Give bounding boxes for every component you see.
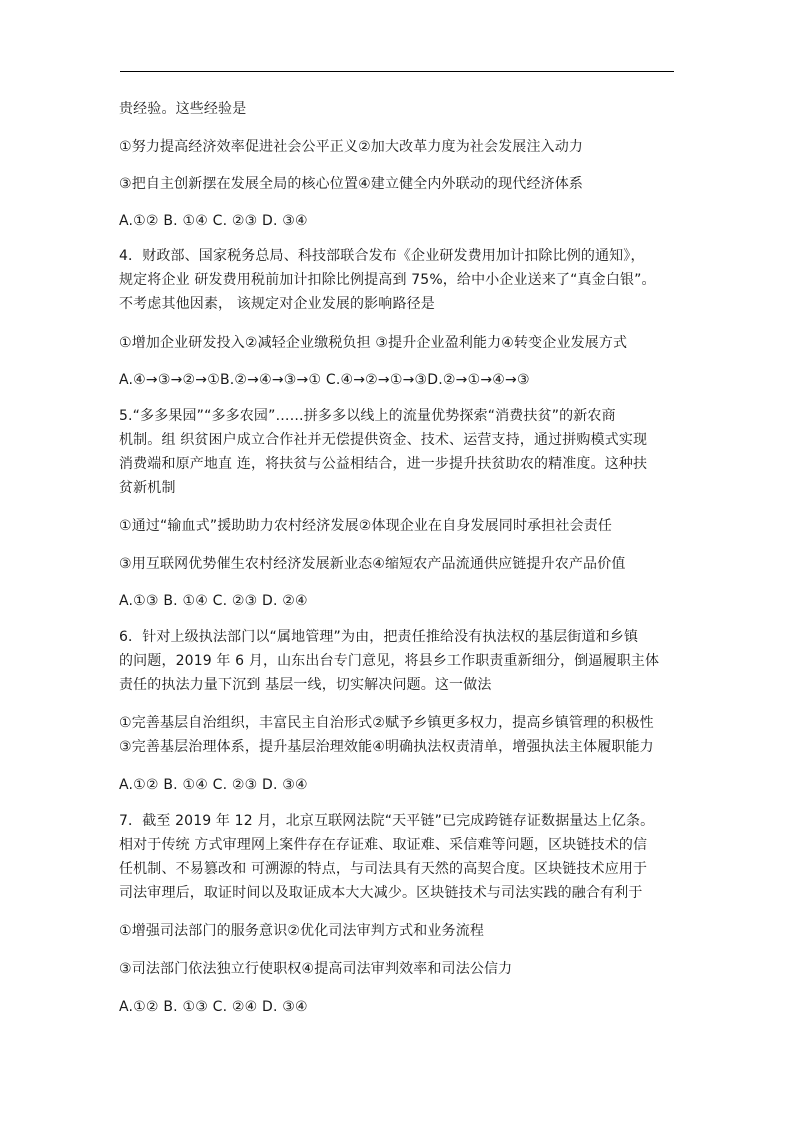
option-line: ①增强司法部门的服务意识②优化司法审判方式和业务流程 (119, 923, 484, 939)
option-line: ①增加企业研发投入②减轻企业缴税负担 ③提升企业盈利能力④转变企业发展方式 (119, 335, 628, 351)
option-line: ①通过“输血式”援助助力农村经济发展②体现企业在自身发展同时承担社会责任 (119, 518, 613, 534)
question-5: 5.“多多果园”“多多农园”……拼多多以线上的流量优势探索“消费扶贫”的新农商 (119, 408, 616, 424)
option-line: ③把自主创新摆在发展全局的核心位置④建立健全内外联动的现代经济体系 (119, 176, 584, 192)
question-4: 4．财政部、国家税务总局、科技部联合发布《企业研发费用加计扣除比例的通知》， (119, 248, 645, 264)
header-rule (120, 71, 674, 72)
option-line: ①完善基层自治组织，丰富民主自治形式②赋予乡镇更多权力，提高乡镇管理的积极性 (119, 715, 654, 731)
text-line: 责任的执法力量下沉到 基层一线，切实解决问题。这一做法 (119, 677, 492, 693)
option-line: ③司法部门依法独立行使职权④提高司法审判效率和司法公信力 (119, 961, 513, 977)
text-line: 规定将企业 研发费用税前加计扣除比例提高到 75%，给中小企业送来了“真金白银”。 (119, 272, 656, 288)
text-line: 消费端和原产地直 连，将扶贫与公益相结合，进一步提升扶贫助农的精准度。这种扶 (119, 456, 648, 472)
text-line: 贫新机制 (119, 480, 176, 496)
text-line: 贵经验。这些经验是 (119, 101, 247, 117)
question-7: 7．截至 2019 年 12 月，北京互联网法院“天平链”已完成跨链存证数据量达上亿条。 (119, 813, 655, 829)
text-line: 司法审理后，取证时间以及取证成本大大减少。区块链技术与司法实践的融合有利于 (119, 885, 643, 901)
text-line: 不考虑其他因素， 该规定对企业发展的影响路径是 (119, 296, 435, 312)
option-line: ①努力提高经济效率促进社会公平正义②加大改革力度为社会发展注入动力 (119, 139, 584, 155)
question-6: 6．针对上级执法部门以“属地管理”为由，把责任推给没有执法权的基层街道和乡镇 (119, 629, 639, 645)
text-line: 任机制、不易篡改和 可溯源的特点，与司法具有天然的高契合度。区块链技术应用于 (119, 861, 648, 877)
answer-choices: A.①③ B. ①④ C. ②③ D. ②④ (119, 593, 308, 609)
option-line: ③完善基层治理体系，提升基层治理效能④明确执法权责清单，增强执法主体履职能力 (119, 739, 654, 755)
answer-choices: A.①② B. ①④ C. ②③ D. ③④ (119, 213, 308, 229)
text-line: 机制。组 织贫困户成立合作社并无偿提供资金、技术、运营支持，通过拼购模式实现 (119, 432, 648, 448)
answer-choices: A.①② B. ①③ C. ②④ D. ③④ (119, 999, 308, 1015)
text-line: 的问题，2019 年 6 月，山东出台专门意见，将县乡工作职责重新细分，倒逼履职主体 (119, 653, 660, 669)
text-line: 相对于传统 方式审理网上案件存在存证难、取证难、采信难等问题，区块链技术的信 (119, 837, 648, 853)
option-line: ③用互联网优势催生农村经济发展新业态④缩短农产品流通供应链提升农产品价值 (119, 556, 626, 572)
answer-choices: A.④→③→②→①B.②→④→③→① C.④→②→①→③D.②→①→④→③ (119, 372, 530, 388)
answer-choices: A.①② B. ①④ C. ②③ D. ③④ (119, 777, 308, 793)
